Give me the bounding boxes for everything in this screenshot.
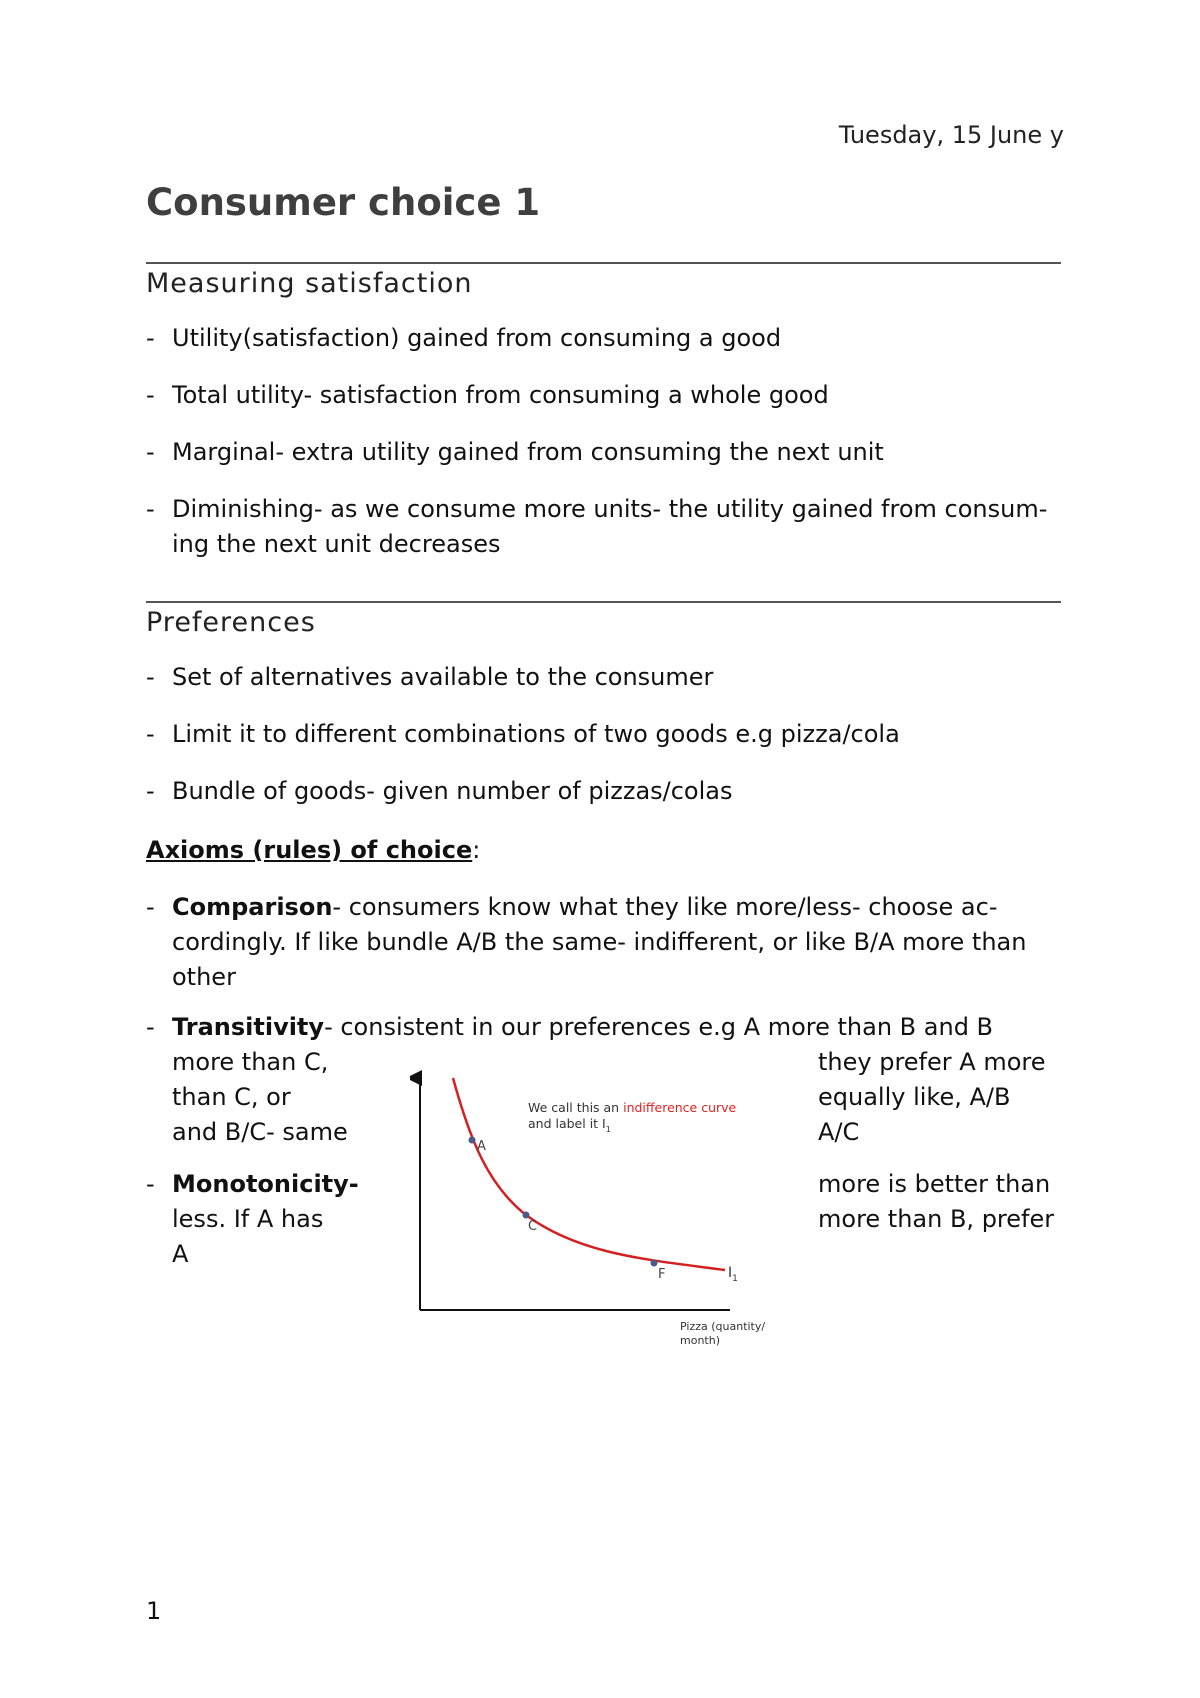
axiom-term: Monotonicity: [172, 1170, 349, 1198]
list-item: - Marginal- extra utility gained from consuming the next unit: [146, 435, 1061, 470]
list-item: - Utility(satisfaction) gained from consuming a good: [146, 321, 1061, 356]
point-f-marker: [651, 1260, 658, 1267]
axiom-text: - consistent in our preferences e.g A more than B and B: [324, 1013, 994, 1041]
caption-line2-text: and label it I: [528, 1116, 606, 1131]
list-item: - Diminishing- as we consume more units- the utility gained from consum- ing the next unit decreases: [146, 492, 1061, 562]
list-item: - Set of alternatives available to the consumer: [146, 660, 1061, 695]
curve-label-subscript: 1: [732, 1274, 738, 1284]
axiom-transitivity-line1: [172, 1010, 993, 1045]
axiom-text: - consumers know what they like more/less- choose ac- cordingly. If like bundle A/B the same- indifferent, or like B/A more than other: [172, 893, 1027, 991]
list-item: - Bundle of goods- given number of pizzas/colas: [146, 774, 1061, 809]
axioms-heading-text: Axioms (rules) of choice: [146, 836, 473, 864]
list-item: - Limit it to different combinations of two goods e.g pizza/cola: [146, 717, 1061, 752]
axiom-text-right: they prefer A more: [818, 1048, 1046, 1076]
section-divider: [146, 262, 1061, 264]
axiom-term-dash: -: [348, 1170, 359, 1198]
axiom-comparison: [146, 890, 1061, 995]
axiom-term: Transitivity: [172, 1013, 325, 1041]
indifference-curve-figure: [410, 1060, 790, 1350]
section-heading-preferences: Preferences: [146, 607, 316, 638]
section-divider: [146, 601, 1061, 603]
list-item: - Total utility- satisfaction from consuming a whole good: [146, 378, 1061, 413]
axiom-text-left: less. If A has: [172, 1205, 324, 1233]
axiom-text-left: A: [172, 1240, 189, 1268]
point-c-marker: [523, 1212, 530, 1219]
curve-label: [728, 1265, 738, 1284]
axiom-text-right: more than B, prefer: [818, 1205, 1055, 1233]
figure-caption-line1: [528, 1100, 737, 1115]
axiom-transitivity-dash: -: [146, 1013, 155, 1041]
axioms-heading: [146, 833, 480, 868]
axiom-monotonicity-line1: [172, 1167, 359, 1202]
point-a-label: A: [477, 1139, 486, 1154]
axiom-text-right: more is better than: [818, 1170, 1051, 1198]
point-a-marker: [469, 1137, 476, 1144]
indifference-curve-diagram: [410, 1060, 790, 1350]
axiom-text-right: A/C: [818, 1118, 860, 1146]
satisfaction-bullet-list: [146, 321, 1061, 584]
point-c-label: C: [528, 1219, 538, 1234]
axiom-monotonicity-dash: -: [146, 1170, 155, 1198]
axioms-heading-colon: :: [472, 836, 481, 864]
point-f-label: F: [658, 1267, 666, 1282]
document-date: Tuesday, 15 June y: [838, 121, 1064, 149]
caption-subscript: 1: [605, 1125, 611, 1134]
curve-label-letter: I: [728, 1265, 733, 1281]
x-axis-label-line1: Pizza (quantity/: [680, 1320, 766, 1333]
x-axis-label-line2: month): [680, 1334, 720, 1347]
page-title: Consumer choice 1: [146, 181, 541, 224]
caption-prefix: We call this an: [528, 1100, 624, 1115]
preferences-bullet-list: [146, 660, 1061, 831]
page-number: 1: [146, 1597, 162, 1625]
axiom-term: Comparison: [172, 893, 333, 921]
section-heading-measuring-satisfaction: Measuring satisfaction: [146, 268, 473, 299]
figure-caption-line2: [528, 1116, 611, 1134]
axiom-text-left: and B/C- same: [172, 1118, 348, 1146]
axiom-text-right: equally like, A/B: [818, 1083, 1011, 1111]
caption-highlight: indifference curve: [623, 1100, 737, 1115]
axiom-list: [146, 890, 1061, 1017]
axiom-text-left: than C, or: [172, 1083, 291, 1111]
axiom-text-left: more than C,: [172, 1048, 329, 1076]
